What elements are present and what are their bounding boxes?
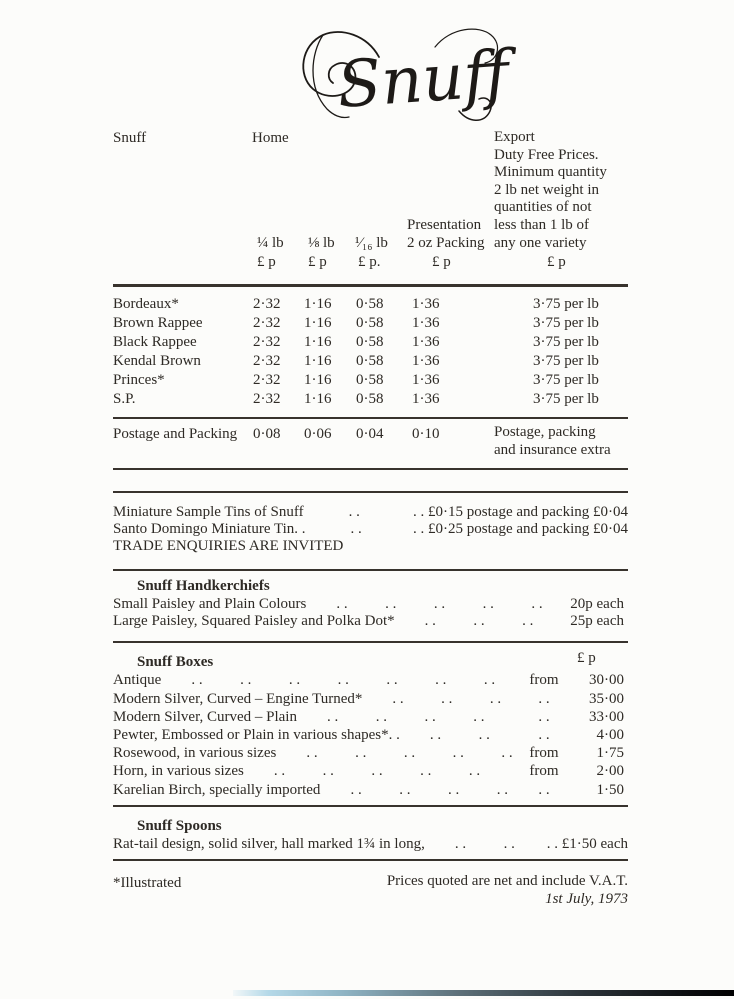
weight-header-sixteenth: ¹⁄₁₆ lb xyxy=(355,235,388,251)
item-label: Small Paisley and Plain Colours xyxy=(113,596,307,612)
item-value: . . £1·50 each xyxy=(546,836,628,852)
price-sixteenth-lb: 0·58 xyxy=(356,334,384,350)
dot-leader: . . . . . . . . . . . . . . xyxy=(161,672,496,688)
item-qualifier: . . xyxy=(538,727,550,743)
dot-leader: . . . . . . . . xyxy=(320,782,508,798)
item-qualifier: from xyxy=(529,672,559,688)
trade-enquiries-note: TRADE ENQUIRIES ARE INVITED xyxy=(113,538,344,554)
horizontal-rule xyxy=(113,468,628,470)
dot-leader: . . . . xyxy=(399,727,490,743)
product-name: Princes* xyxy=(113,372,165,388)
item-price: 1·50 xyxy=(596,782,624,798)
price-presentation: 1·36 xyxy=(412,296,440,312)
list-item xyxy=(113,596,624,613)
table-row xyxy=(113,353,628,372)
price-quarter-lb: 2·32 xyxy=(253,334,281,350)
item-price: 1·75 xyxy=(596,745,624,761)
export-header-line: Export xyxy=(494,129,535,145)
export-header-line: quantities of not xyxy=(494,199,592,216)
export-header-line: Duty Free Prices. xyxy=(494,146,599,163)
product-name: Brown Rappee xyxy=(113,315,203,331)
section-heading-boxes: Snuff Boxes xyxy=(137,654,214,670)
item-value: . . £0·25 postage and packing £0·04 xyxy=(413,521,628,537)
dot-leader: . . . . . . . . . . xyxy=(276,745,513,761)
price-export: 3·75 per lb xyxy=(533,334,599,350)
currency-header: £ p xyxy=(257,254,276,270)
price-eighth-lb: 1·16 xyxy=(304,296,332,312)
dot-leader: . . . . . . . . xyxy=(296,709,485,725)
horizontal-rule xyxy=(113,284,628,287)
price-presentation: 1·36 xyxy=(412,334,440,350)
price-export: 3·75 per lb xyxy=(533,296,599,312)
horizontal-rule xyxy=(113,569,628,571)
price-quarter-lb: 2·32 xyxy=(253,391,281,407)
item-label: Rat-tail design, solid silver, hall marked 1¾ in long, xyxy=(113,836,425,852)
export-header-line: 2 lb net weight in xyxy=(494,181,599,198)
item-qualifier: . . xyxy=(538,782,550,798)
item-label: Pewter, Embossed or Plain in various shapes*. . xyxy=(113,727,400,743)
dot-leader: . . . . . . . . . . xyxy=(243,763,481,779)
vat-note: Prices quoted are net and include V.A.T. xyxy=(386,873,628,889)
price-eighth-lb: 1·16 xyxy=(304,353,332,369)
dot-leader: . . . . . . xyxy=(362,691,502,707)
item-label: Modern Silver, Curved – Plain xyxy=(113,709,297,725)
price-export: 3·75 per lb xyxy=(533,391,599,407)
list-item xyxy=(113,521,628,538)
item-label: Horn, in various sizes xyxy=(113,763,244,779)
currency-header: £ p xyxy=(432,254,451,270)
price-eighth-lb: 1·16 xyxy=(304,334,332,350)
price-quarter-lb: 2·32 xyxy=(253,296,281,312)
price-sixteenth-lb: 0·58 xyxy=(356,296,384,312)
item-qualifier: . . xyxy=(538,709,550,725)
list-item xyxy=(113,672,624,689)
item-label: Karelian Birch, specially imported xyxy=(113,782,321,798)
horizontal-rule xyxy=(113,417,628,419)
horizontal-rule xyxy=(113,859,628,861)
boxes-currency-header: £ p xyxy=(577,650,596,666)
item-value: 20p each xyxy=(570,596,624,612)
price-sixteenth-lb: 0·58 xyxy=(356,372,384,388)
table-row xyxy=(113,372,628,391)
postage-quarter: 0·08 xyxy=(253,426,281,442)
postage-export-note-line1: Postage, packing xyxy=(494,424,596,440)
currency-header: £ p. xyxy=(358,254,381,270)
postage-label: Postage and Packing xyxy=(113,426,238,442)
list-item xyxy=(113,782,624,799)
list-item xyxy=(113,691,624,708)
dot-leader: . . . . . . . . . . xyxy=(306,596,543,612)
list-item xyxy=(113,709,624,726)
horizontal-rule xyxy=(113,805,628,807)
weight-header-eighth: ⅛ lb xyxy=(308,235,335,251)
list-item xyxy=(113,763,624,780)
list-item xyxy=(113,836,628,853)
item-price: 33·00 xyxy=(589,709,624,725)
dot-leader: . . . . . . xyxy=(394,613,534,629)
price-eighth-lb: 1·16 xyxy=(304,391,332,407)
product-name: Black Rappee xyxy=(113,334,197,350)
list-item xyxy=(113,613,624,630)
item-label: Santo Domingo Miniature Tin. . xyxy=(113,521,306,537)
export-header-line: Minimum quantity xyxy=(494,164,607,181)
item-qualifier: from xyxy=(529,763,559,779)
product-name: Bordeaux* xyxy=(113,296,179,312)
item-value: 25p each xyxy=(570,613,624,629)
list-item xyxy=(113,745,624,762)
presentation-header-line1: Presentation xyxy=(407,217,482,233)
currency-header: £ p xyxy=(308,254,327,270)
section-heading-handkerchiefs: Snuff Handkerchiefs xyxy=(137,578,270,594)
export-header-line: less than 1 lb of xyxy=(494,216,589,233)
item-qualifier: from xyxy=(529,745,559,761)
price-presentation: 1·36 xyxy=(412,391,440,407)
postage-presentation: 0·10 xyxy=(412,426,440,442)
postage-export-note-line2: and insurance extra xyxy=(494,442,611,458)
product-name: S.P. xyxy=(113,391,136,407)
item-label: Miniature Sample Tins of Snuff xyxy=(113,504,304,520)
price-sixteenth-lb: 0·58 xyxy=(356,391,384,407)
price-quarter-lb: 2·32 xyxy=(253,372,281,388)
postage-sixteenth: 0·04 xyxy=(356,426,384,442)
product-column-header: Snuff xyxy=(113,130,147,146)
dot-leader: . . xyxy=(303,504,360,520)
item-label: Modern Silver, Curved – Engine Turned* xyxy=(113,691,363,707)
price-eighth-lb: 1·16 xyxy=(304,315,332,331)
price-quarter-lb: 2·32 xyxy=(253,315,281,331)
list-item xyxy=(113,504,628,521)
export-header-line: any one variety xyxy=(494,234,587,251)
section-heading-spoons: Snuff Spoons xyxy=(137,818,222,834)
price-presentation: 1·36 xyxy=(412,372,440,388)
postage-eighth: 0·06 xyxy=(304,426,332,442)
item-price: 35·00 xyxy=(589,691,624,707)
title-calligraphy xyxy=(268,6,513,149)
item-price: 2·00 xyxy=(596,763,624,779)
dot-leader: . . xyxy=(305,521,362,537)
product-name: Kendal Brown xyxy=(113,353,201,369)
item-price: 30·00 xyxy=(589,672,624,688)
list-item xyxy=(113,727,624,744)
table-row xyxy=(113,334,628,353)
item-value: . . £0·15 postage and packing £0·04 xyxy=(413,504,628,520)
item-price: 4·00 xyxy=(596,727,624,743)
item-qualifier: . . xyxy=(538,691,550,707)
price-export: 3·75 per lb xyxy=(533,315,599,331)
price-export: 3·75 per lb xyxy=(533,372,599,388)
price-quarter-lb: 2·32 xyxy=(253,353,281,369)
dot-leader: . . . . xyxy=(424,836,515,852)
price-sixteenth-lb: 0·58 xyxy=(356,315,384,331)
illustrated-footnote: *Illustrated xyxy=(113,875,182,891)
table-row xyxy=(113,391,628,410)
home-column-header: Home xyxy=(252,130,289,146)
item-label: Large Paisley, Squared Paisley and Polka Dot* xyxy=(113,613,395,629)
scan-edge-artifact xyxy=(233,990,734,996)
item-label: Rosewood, in various sizes xyxy=(113,745,277,761)
price-presentation: 1·36 xyxy=(412,353,440,369)
table-row xyxy=(113,315,628,334)
price-sixteenth-lb: 0·58 xyxy=(356,353,384,369)
horizontal-rule xyxy=(113,641,628,643)
page-title: Snuff xyxy=(334,37,512,123)
weight-header-quarter: ¼ lb xyxy=(257,235,284,251)
price-eighth-lb: 1·16 xyxy=(304,372,332,388)
export-column-header xyxy=(494,129,644,252)
item-label: Antique xyxy=(113,672,162,688)
date-line: 1st July, 1973 xyxy=(545,891,628,907)
table-row xyxy=(113,296,628,315)
price-presentation: 1·36 xyxy=(412,315,440,331)
currency-header: £ p xyxy=(547,254,566,270)
horizontal-rule xyxy=(113,491,628,493)
price-export: 3·75 per lb xyxy=(533,353,599,369)
presentation-header-line2: 2 oz Packing xyxy=(407,235,485,251)
